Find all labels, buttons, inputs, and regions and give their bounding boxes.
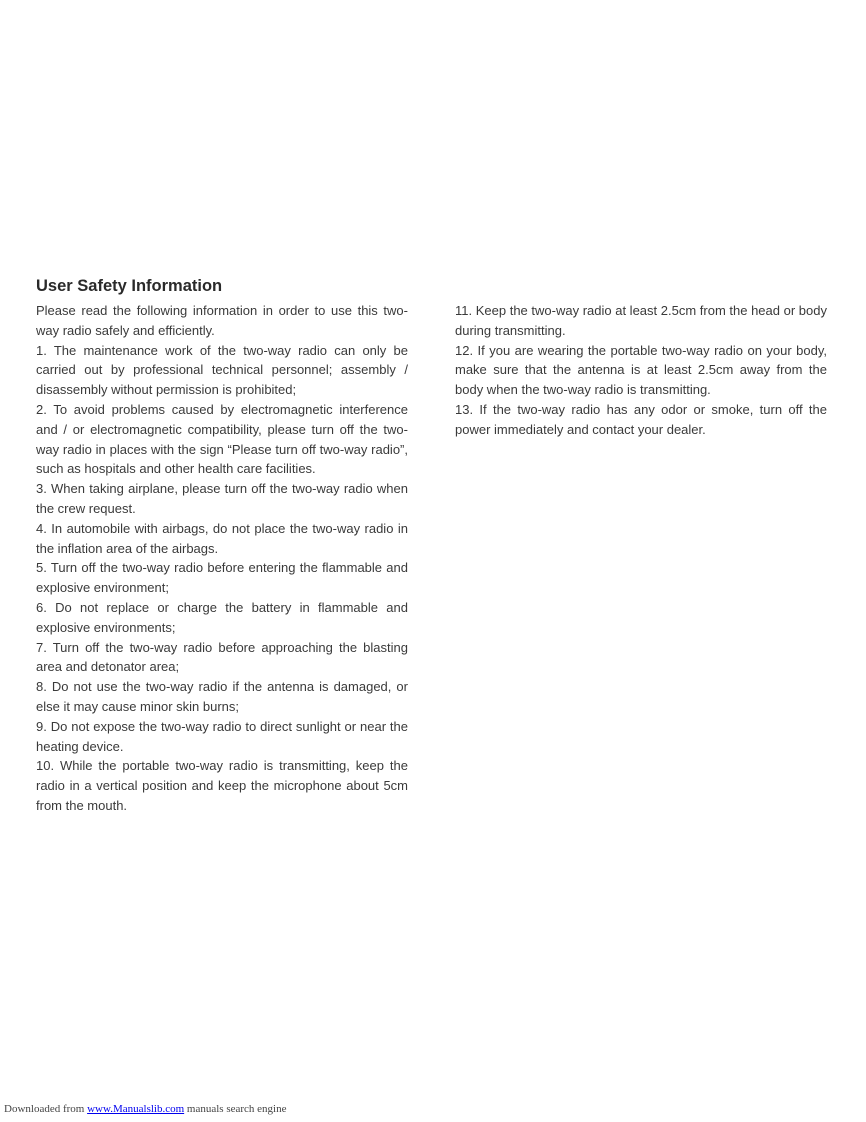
safety-item-12: 12. If you are wearing the portable two-way radio on your body, make sure that the antenna is at least 2.5cm away from the body when the two-way radio is transmitting. — [455, 342, 827, 398]
footer-prefix: Downloaded from — [4, 1103, 85, 1115]
intro-paragraph: Please read the following information in order to use this two-way radio safely and efficiently. — [36, 303, 408, 338]
safety-item-6: 6. Do not replace or charge the battery in flammable and explosive environments; — [36, 599, 408, 635]
safety-item-8: 8. Do not use the two-way radio if the antenna is damaged, or else it may cause minor skin burns; — [36, 679, 408, 714]
right-column — [455, 301, 827, 440]
safety-item-11: 11. Keep the two-way radio at least 2.5cm from the head or body during transmitting. — [455, 303, 827, 338]
download-footer — [4, 1103, 286, 1115]
safety-item-2: 2. To avoid problems caused by electromagnetic interference and / or electromagnetic compatibility, please turn off the two-way radio in places with the sign “Please turn off two-way radio”, such as hospitals and other health care facilities. — [36, 401, 408, 477]
safety-item-13: 13. If the two-way radio has any odor or smoke, turn off the power immediately and contact your dealer. — [455, 401, 827, 437]
safety-item-9: 9. Do not expose the two-way radio to direct sunlight or near the heating device. — [36, 718, 408, 754]
safety-item-3: 3. When taking airplane, please turn off the two-way radio when the crew request. — [36, 481, 408, 516]
safety-item-10: 10. While the portable two-way radio is transmitting, keep the radio in a vertical position and keep the microphone about 5cm from the mouth. — [36, 758, 408, 813]
safety-item-4: 4. In automobile with airbags, do not place the two-way radio in the inflation area of the airbags. — [36, 520, 408, 556]
footer-suffix: manuals search engine — [186, 1103, 287, 1115]
manualslib-link[interactable]: www.Manualslib.com — [87, 1103, 185, 1115]
safety-item-5: 5. Turn off the two-way radio before entering the flammable and explosive environment; — [36, 560, 408, 596]
safety-item-7: 7. Turn off the two-way radio before approaching the blasting area and detonator area; — [36, 639, 408, 675]
left-column — [36, 301, 408, 816]
safety-item-1: 1. The maintenance work of the two-way radio can only be carried out by professional technical personnel; assembly / disassembly without permission is prohibited; — [36, 342, 408, 398]
section-title: User Safety Information — [36, 277, 223, 295]
